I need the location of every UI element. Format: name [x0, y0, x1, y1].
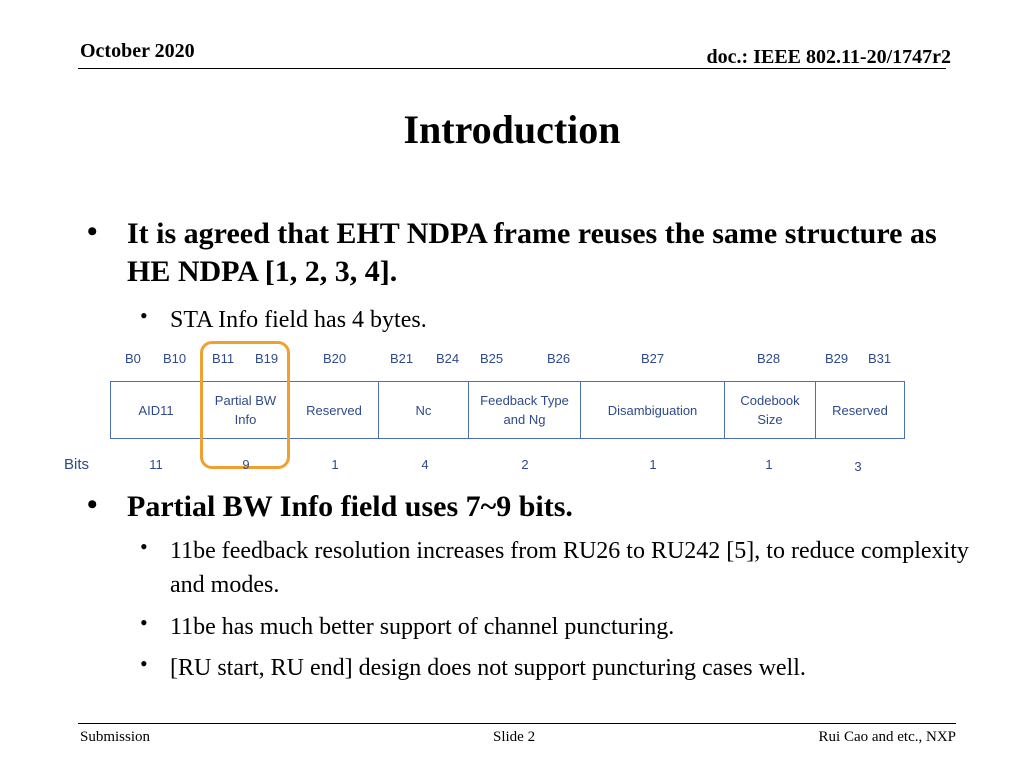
field-partial-bw-info: Partial BW Info [201, 381, 290, 439]
field-aid11: AID11 [110, 381, 202, 439]
sub-bullet-marker: • [140, 534, 148, 559]
sub-bullet-marker: • [140, 610, 148, 635]
bit-count: 11 [149, 457, 163, 472]
footer-submission: Submission [80, 729, 151, 745]
sub-bullet-marker: • [140, 651, 148, 676]
bit-count: 4 [421, 457, 429, 472]
bit-label: B28 [757, 351, 781, 366]
slide-title: Introduction [403, 107, 621, 152]
footer-divider [78, 723, 956, 724]
bit-label: B0 [125, 351, 141, 366]
bit-label: B19 [255, 351, 279, 366]
bullet-marker: • [87, 215, 98, 248]
bit-label: B25 [480, 351, 504, 366]
footer-slide-number: Slide 2 [493, 729, 536, 745]
field-disambiguation: Disambiguation [580, 381, 725, 439]
bullet-1-sub-1: STA Info field has 4 bytes. [170, 307, 427, 333]
bit-label: B27 [641, 351, 665, 366]
bullet-1: It is agreed that EHT NDPA frame reuses the same structure as HE NDPA [1, 2, 3, 4]. [127, 217, 937, 288]
bullet-2-sub-2: 11be has much better support of channel puncturing. [170, 614, 675, 640]
sub-bullet-marker: • [140, 303, 148, 328]
bit-label: B31 [868, 351, 892, 366]
bullet-2-sub-1: 11be feedback resolution increases from RU26 to RU242 [5], to reduce complexity and modes. [170, 538, 969, 598]
bit-label: B20 [323, 351, 347, 366]
header-divider [78, 68, 946, 69]
bit-count: 1 [649, 457, 657, 472]
bullet-marker: • [87, 488, 98, 521]
field-reserved: Reserved [815, 381, 905, 439]
bit-count: 1 [765, 457, 773, 472]
field-feedback-type-ng: Feedback Type and Ng [468, 381, 581, 439]
bit-label: B24 [436, 351, 460, 366]
bits-row-label: Bits [64, 456, 90, 473]
field-nc: Nc [378, 381, 469, 439]
bit-label: B29 [825, 351, 849, 366]
bit-label: B11 [212, 351, 235, 366]
bit-label: B21 [390, 351, 414, 366]
bullet-2: Partial BW Info field uses 7~9 bits. [127, 490, 573, 523]
bullet-2-sub-3: [RU start, RU end] design does not support puncturing cases well. [170, 655, 806, 681]
bit-count: 3 [854, 459, 862, 474]
footer-author: Rui Cao and etc., NXP [818, 729, 956, 745]
partial-bw-highlight [200, 341, 290, 469]
bit-label: B10 [163, 351, 187, 366]
field-codebook-size: Codebook Size [724, 381, 816, 439]
bit-count: 1 [331, 457, 339, 472]
bit-count: 9 [242, 457, 250, 472]
header-date: October 2020 [80, 40, 195, 62]
bit-count: 2 [521, 457, 529, 472]
field-reserved: Reserved [289, 381, 379, 439]
header-doc-id: doc.: IEEE 802.11-20/1747r2 [706, 46, 951, 68]
bit-label: B26 [547, 351, 571, 366]
